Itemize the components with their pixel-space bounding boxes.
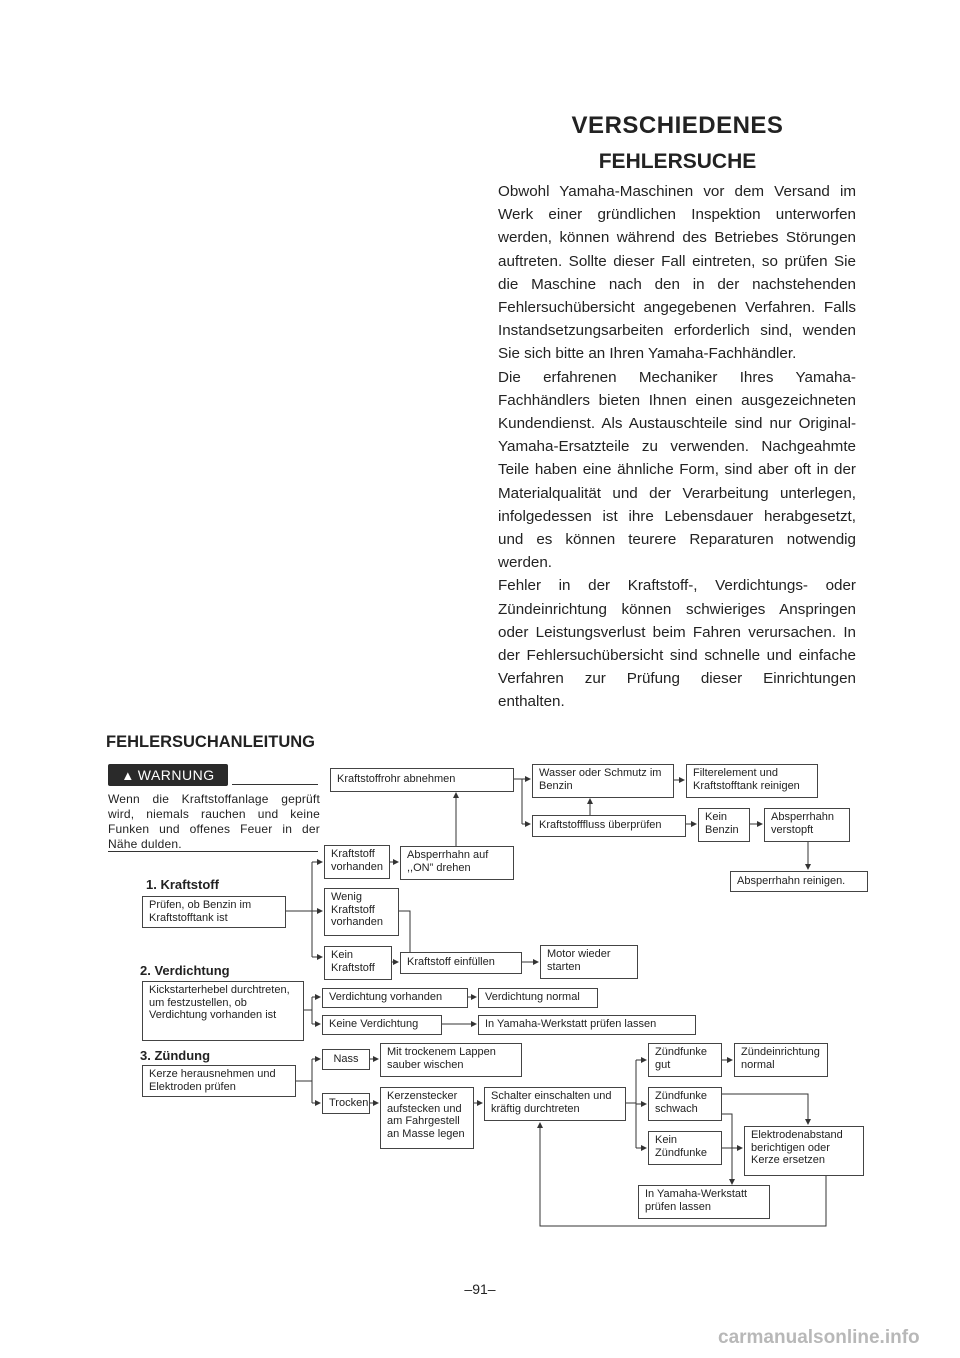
box-switch-on: Schalter einschalten und kräftig durchtreten	[484, 1087, 626, 1121]
box-no-petrol: Kein Benzin	[698, 808, 750, 842]
page-number: –91–	[464, 1281, 496, 1297]
page-title: VERSCHIEDENES	[571, 112, 784, 139]
box-dealer-check: In Yamaha-Werkstatt prüfen lassen	[478, 1015, 696, 1035]
box-fuel-present: Kraftstoff vorhanden	[324, 845, 390, 879]
box-cap-ground: Kerzenstecker aufstecken und am Fahrgestell an Masse legen	[380, 1087, 474, 1149]
box-wet: Nass	[322, 1049, 370, 1070]
box-clean-tap: Absperrhahn reinigen.	[730, 871, 868, 892]
intro-paragraph-3: Fehler in der Kraftstoff-, Verdichtungs- oder Zündeinrichtung können schwieriges Anspringen oder Leistungsverlust beim Fahren verursachen. In der Fehlersuchübersicht sind schnelle und einfache Verfahren zur Prüfung dieser Einrichtungen enthalten.	[498, 577, 856, 711]
intro-paragraph-2: Die erfahrenen Mechaniker Ihres Yamaha-Fachhändlers bieten Ihnen einen ausgezeichneten Kundendienst. Als Austauschteile sind nur Original-Yamaha-Ersatzteile zu verwenden. Nachgeahmte Teile haben eine ähnliche Form, sind aber oft in der Materialqualität und der Verarbeitung unterlegen, infolgedessen ist ihre Lebensdauer herabgesetzt, und es können teurere Reparaturen notwendig werden.	[498, 368, 856, 572]
box-tap-on: Absperrhahn auf ,,ON” drehen	[400, 846, 514, 880]
box-check-flow: Kraftstofffluss überprüfen	[532, 815, 686, 837]
box-dry: Trocken	[322, 1093, 370, 1114]
box-spark-good: Zündfunke gut	[648, 1043, 722, 1077]
box-fuel-low: Wenig Kraftstoff vorhanden	[324, 888, 399, 936]
box-tap-clogged: Absperrhahn verstopft	[764, 808, 850, 842]
box-adjust-gap: Elektrodenabstand berichtigen oder Kerze ersetzen	[744, 1126, 864, 1176]
intro-paragraph-1: Obwohl Yamaha-Maschinen vor dem Versand im Werk einer gründlichen Inspektion unterworfen werden, können während des Betriebes Störungen auftreten. Sollte dieser Fall eintreten, so prüfen Sie die Maschine nach den in der nachstehenden Fehlersuchübersicht angegebenen Verfahren. Falls Instandsetzungsarbeiten erforderlich sind, wenden Sie sich bitte an Ihren Yamaha-Fachhändler.	[498, 183, 856, 363]
box-water-dirt: Wasser oder Schmutz im Benzin	[532, 764, 674, 798]
watermark: carmanualsonline.info	[718, 1327, 920, 1348]
page-subtitle: FEHLERSUCHE	[598, 150, 757, 173]
warning-label: WARNUNG	[137, 767, 215, 783]
box-wipe: Mit trockenem Lappen sauber wischen	[380, 1043, 522, 1077]
warning-triangle-icon: ▲	[121, 768, 135, 783]
box-fuel-none: Kein Kraftstoff	[324, 946, 392, 980]
box-spark-none: Kein Zündfunke	[648, 1131, 722, 1165]
section-fuel: 1. Kraftstoff	[146, 877, 219, 892]
box-spark-weak: Zündfunke schwach	[648, 1087, 722, 1121]
box-comp-none: Keine Verdichtung	[322, 1015, 442, 1035]
box-fuel-check: Prüfen, ob Benzin im Kraftstofftank ist	[142, 896, 286, 928]
box-plug-remove: Kerze herausnehmen und Elektroden prüfen	[142, 1065, 296, 1097]
box-kick: Kickstarterhebel durchtreten, um festzustellen, ob Verdichtung vorhanden ist	[142, 981, 304, 1041]
section-ignition: 3. Zündung	[140, 1048, 211, 1063]
box-restart: Motor wieder starten	[540, 945, 638, 979]
warning-text: Wenn die Kraftstoffanlage geprüft wird, niemals rauchen und keine Funken und offenes Feuer in der Nähe dulden.	[108, 792, 320, 851]
box-comp-ok: Verdichtung vorhanden	[322, 988, 468, 1008]
box-ign-normal: Zündeinrichtung normal	[734, 1043, 828, 1077]
box-clean-filter: Filterelement und Kraftstofftank reinigen	[686, 764, 818, 798]
box-refuel: Kraftstoff einfüllen	[400, 952, 522, 974]
box-dealer-check-2: In Yamaha-Werkstatt prüfen lassen	[638, 1185, 770, 1219]
guide-heading: FEHLERSUCHANLEITUNG	[106, 733, 315, 751]
box-comp-normal: Verdichtung normal	[478, 988, 598, 1008]
box-remove-hose: Kraftstoffrohr abnehmen	[330, 768, 514, 792]
section-compression: 2. Verdichtung	[140, 963, 230, 978]
